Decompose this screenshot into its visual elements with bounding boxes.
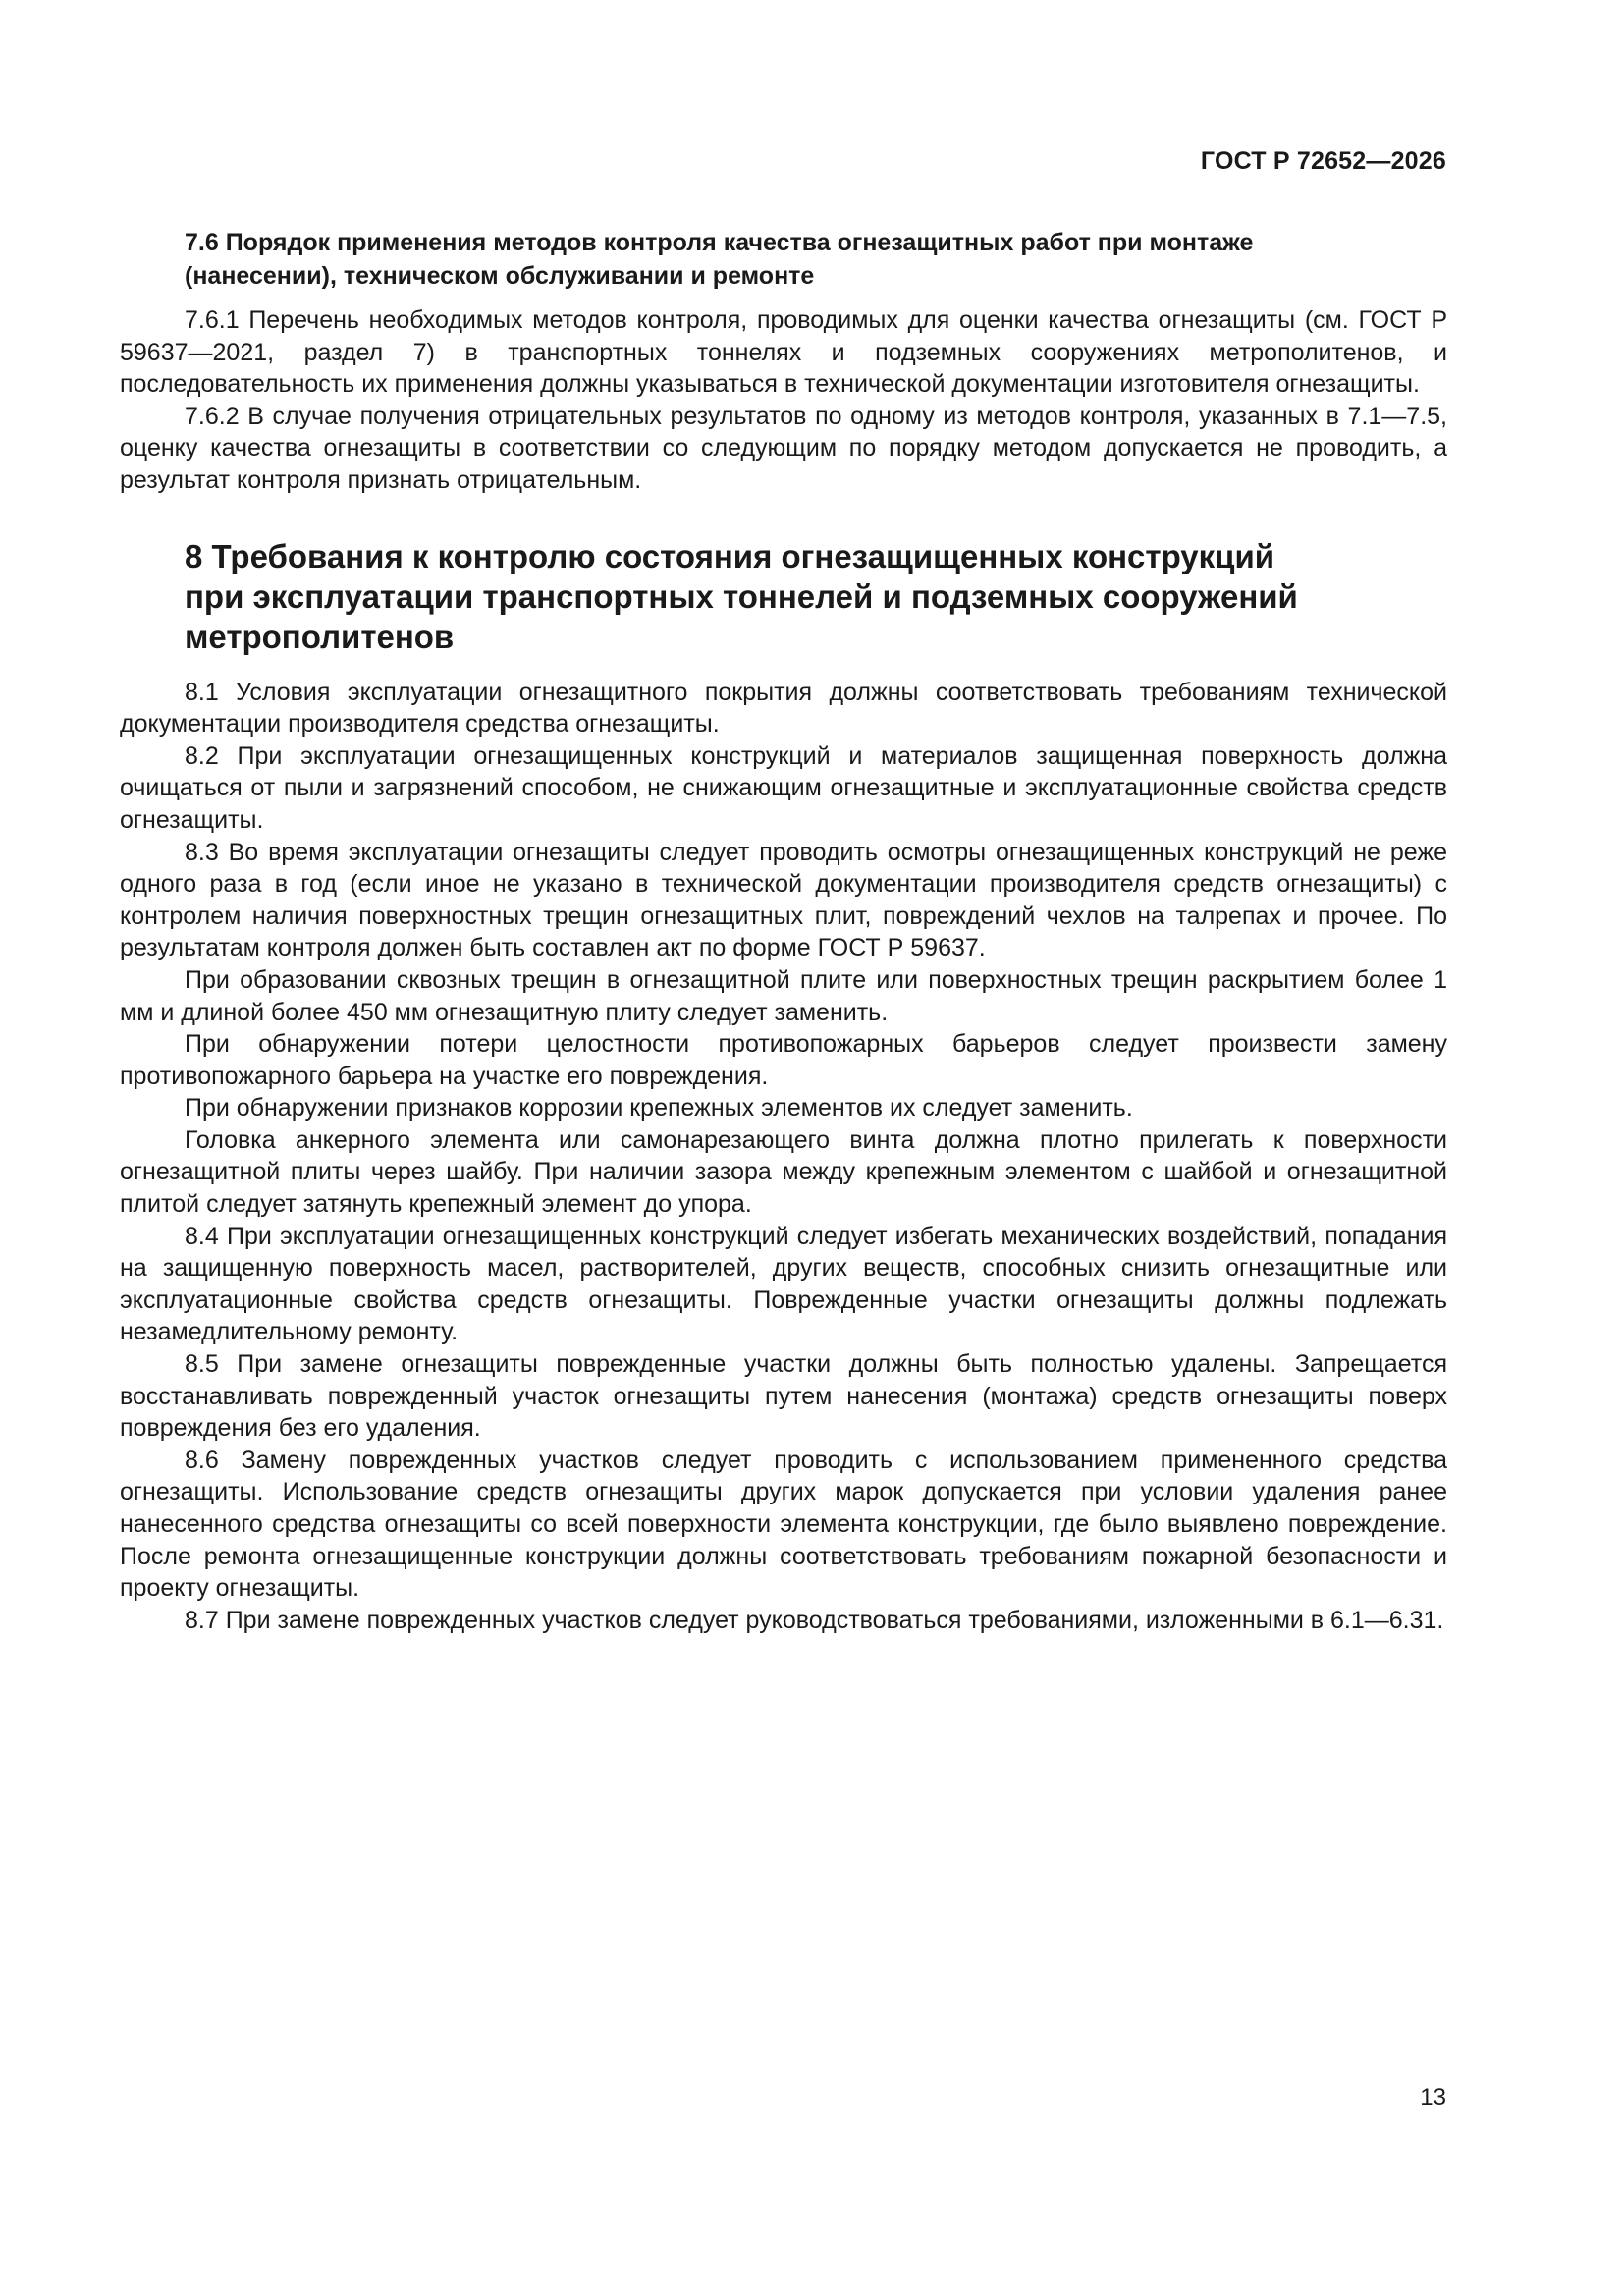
document-code: ГОСТ Р 72652—2026 [1200,147,1446,175]
page-number: 13 [1420,2084,1446,2110]
section-7-6-heading-line2: (нанесении), техническом обслуживании и ремонте [185,262,815,290]
paragraph-8-3-cracks: При образовании сквозных трещин в огнезащитной плите или поверхностных трещин раскрытием более 1 мм и длиной более 450 мм огнезащитную плиту следует заменить. [120,965,1447,1026]
section-8-heading [120,536,1447,657]
paragraph-7-6-2: 7.6.2 В случае получения отрицательных результатов по одному из методов контроля, указанных в 7.1—7.5, оценку качества огнезащиты в соответствии со следующим по порядку методом допускается не проводить, а результат контроля признать отрицательным. [120,402,1447,494]
paragraph-8-5: 8.5 При замене огнезащиты поврежденные участки должны быть полностью удалены. Запрещается восстанавливать поврежденный участок огнезащиты путем нанесения (монтажа) средств огнезащиты поверх повреждения без его удаления. [120,1350,1447,1443]
paragraph-8-4: 8.4 При эксплуатации огнезащищенных конструкций следует избегать механических воздействий, попадания на защищенную поверхность масел, растворителей, других веществ, способных снизить огнезащитные или эксплуатационные свойства средств огнезащиты. Поврежденные участки огнезащиты должны подлежать незамедлительному ремонту. [120,1222,1447,1346]
section-7-6-heading-line1: 7.6 Порядок применения методов контроля качества огнезащитных работ при монтаже [185,229,1254,256]
paragraph-8-2: 8.2 При эксплуатации огнезащищенных конструкций и материалов защищенная поверхность должна очищаться от пыли и загрязнений способом, не снижающим огнезащитные и эксплуатационные свойства средств огнезащиты. [120,741,1447,834]
paragraph-8-3: 8.3 Во время эксплуатации огнезащиты следует проводить осмотры огнезащищенных конструкций не реже одного раза в год (если иное не указано в технической документации производителя средств огнезащиты) с контролем наличия поверхностных трещин огнезащитных плит, повреждений чехлов на талрепах и прочее. По результатам контроля должен быть составлен акт по форме ГОСТ Р 59637. [120,838,1447,962]
page-content [120,226,1447,1636]
section-7-6-heading [120,226,1447,293]
paragraph-7-6-1: 7.6.1 Перечень необходимых методов контроля, проводимых для оценки качества огнезащиты (см. ГОСТ Р 59637—2021, раздел 7) в транспортных тоннелях и подземных сооружениях метрополитенов, и последовательность их применения должны указываться в технической документации изготовителя огнезащиты. [120,306,1447,399]
paragraph-8-3-barriers: При обнаружении потери целостности противопожарных барьеров следует произвести замену противопожарного барьера на участке его повреждения. [120,1030,1447,1090]
paragraph-8-3-anchor: Головка анкерного элемента или самонарезающего винта должна плотно прилегать к поверхности огнезащитной плиты через шайбу. При наличии зазора между крепежным элементом с шайбой и огнезащитной плитой следует затянуть крепежный элемент до упора. [120,1125,1447,1219]
paragraph-8-6: 8.6 Замену поврежденных участков следует проводить с использованием примененного средства огнезащиты. Использование средств огнезащиты других марок допускается при условии удаления ранее нанесенного средства огнезащиты со всей поверхности элемента конструкции, где было выявлено повреждение. После ремонта огнезащищенные конструкции должны соответствовать требованиям пожарной безопасности и проекту огнезащиты. [120,1446,1447,1603]
section-8-heading-line2: при эксплуатации транспортных тоннелей и подземных сооружений [185,577,1298,615]
paragraph-8-1: 8.1 Условия эксплуатации огнезащитного покрытия должны соответствовать требованиям технической документации производителя средства огнезащиты. [120,678,1447,738]
paragraph-8-7: 8.7 При замене поврежденных участков следует руководствоваться требованиями, изложенными в 6.1—6.31. [185,1606,1444,1634]
section-8-heading-line1: 8 Требования к контролю состояния огнезащищенных конструкций [185,537,1275,574]
section-8-heading-line3: метрополитенов [185,618,455,655]
paragraph-8-3-corrosion: При обнаружении признаков коррозии крепежных элементов их следует заменить. [185,1094,1133,1122]
